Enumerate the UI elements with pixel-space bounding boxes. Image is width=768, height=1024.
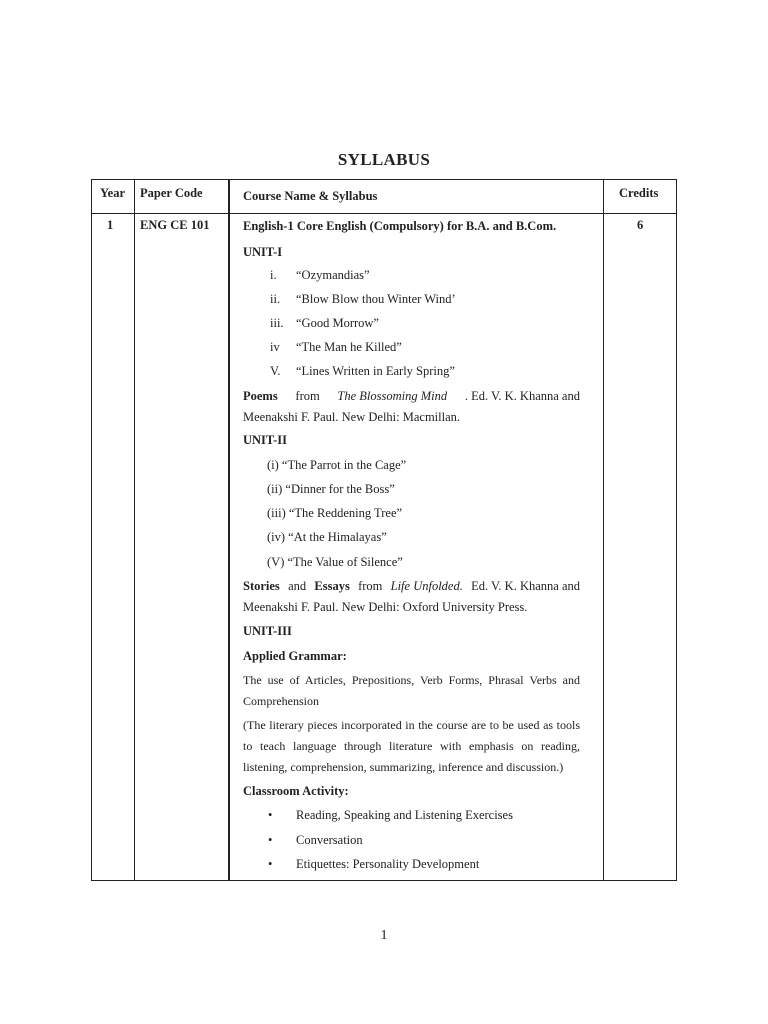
header-divider	[92, 213, 676, 214]
grammar-heading: Applied Grammar:	[243, 649, 347, 663]
unit2-item: (iv) “At the Himalayas”	[267, 530, 387, 544]
unit1-heading: UNIT-I	[243, 245, 283, 259]
activity-heading: Classroom Activity:	[243, 784, 349, 798]
page-number: 1	[380, 928, 388, 943]
course-title: English-1 Core English (Compulsory) for B.A. and B.Com.	[243, 219, 557, 233]
source-rest: . Ed. V. K. Khanna and	[464, 389, 580, 403]
unit1-source-line2: Meenakshi F. Paul. New Delhi: Macmillan.	[243, 410, 461, 424]
unit1-item-text: “Ozymandias”	[296, 268, 370, 282]
page-title: SYLLABUS	[337, 150, 431, 169]
unit1-source-line1	[243, 386, 580, 407]
from-word: from	[295, 389, 320, 403]
unit1-item-num: iv	[270, 340, 280, 354]
unit2-item: (ii) “Dinner for the Boss”	[267, 482, 395, 496]
header-year: Year	[100, 186, 125, 200]
essays-label: Essays	[314, 579, 350, 593]
activity-item: Conversation	[296, 833, 363, 847]
column-divider	[134, 180, 135, 880]
column-divider	[228, 180, 230, 880]
unit1-item-num: V.	[270, 364, 281, 378]
header-paper-code: Paper Code	[140, 186, 203, 200]
header-credits: Credits	[619, 186, 659, 200]
unit2-heading: UNIT-II	[243, 433, 288, 447]
unit2-item: (V) “The Value of Silence”	[267, 555, 403, 569]
stories-label: Stories	[243, 579, 280, 593]
activity-item: Reading, Speaking and Listening Exercises	[296, 808, 513, 822]
and-word: and	[288, 579, 307, 593]
source-rest: Ed. V. K. Khanna and	[471, 579, 580, 593]
unit2-item: (iii) “The Reddening Tree”	[267, 506, 403, 520]
row-credits: 6	[637, 218, 644, 232]
activity-item: Etiquettes: Personality Development	[296, 857, 480, 871]
poems-label: Poems	[243, 389, 278, 403]
row-year: 1	[107, 218, 114, 232]
book-title: The Blossoming Mind	[337, 389, 448, 403]
header-course: Course Name & Syllabus	[243, 189, 378, 203]
unit1-item-text: “Good Morrow”	[296, 316, 379, 330]
syllabus-table	[91, 179, 677, 881]
bullet-icon: •	[268, 833, 273, 847]
unit1-item-text: “Blow Blow thou Winter Wind’	[296, 292, 456, 306]
course-note: (The literary pieces incorporated in the course are to be used as tools to teach language through literature with emphasis on reading, listening, comprehension, summarizing, inference and discussion.)	[243, 718, 580, 774]
unit1-item-text: “The Man he Killed”	[296, 340, 402, 354]
grammar-text: The use of Articles, Prepositions, Verb Forms, Phrasal Verbs and Comprehension	[243, 673, 580, 708]
unit1-item-num: iii.	[270, 316, 284, 330]
bullet-icon: •	[268, 808, 273, 822]
unit2-source-line2: Meenakshi F. Paul. New Delhi: Oxford University Press.	[243, 600, 528, 614]
from-word: from	[358, 579, 383, 593]
book-title: Life Unfolded.	[390, 579, 463, 593]
unit1-item-num: i.	[270, 268, 277, 282]
column-divider	[603, 180, 604, 880]
unit2-item: (i) “The Parrot in the Cage”	[267, 458, 407, 472]
row-paper-code: ENG CE 101	[140, 218, 210, 232]
unit1-item-text: “Lines Written in Early Spring”	[296, 364, 455, 378]
unit2-source-line1	[243, 576, 580, 597]
unit3-heading: UNIT-III	[243, 624, 292, 638]
bullet-icon: •	[268, 857, 273, 871]
unit1-item-num: ii.	[270, 292, 281, 306]
